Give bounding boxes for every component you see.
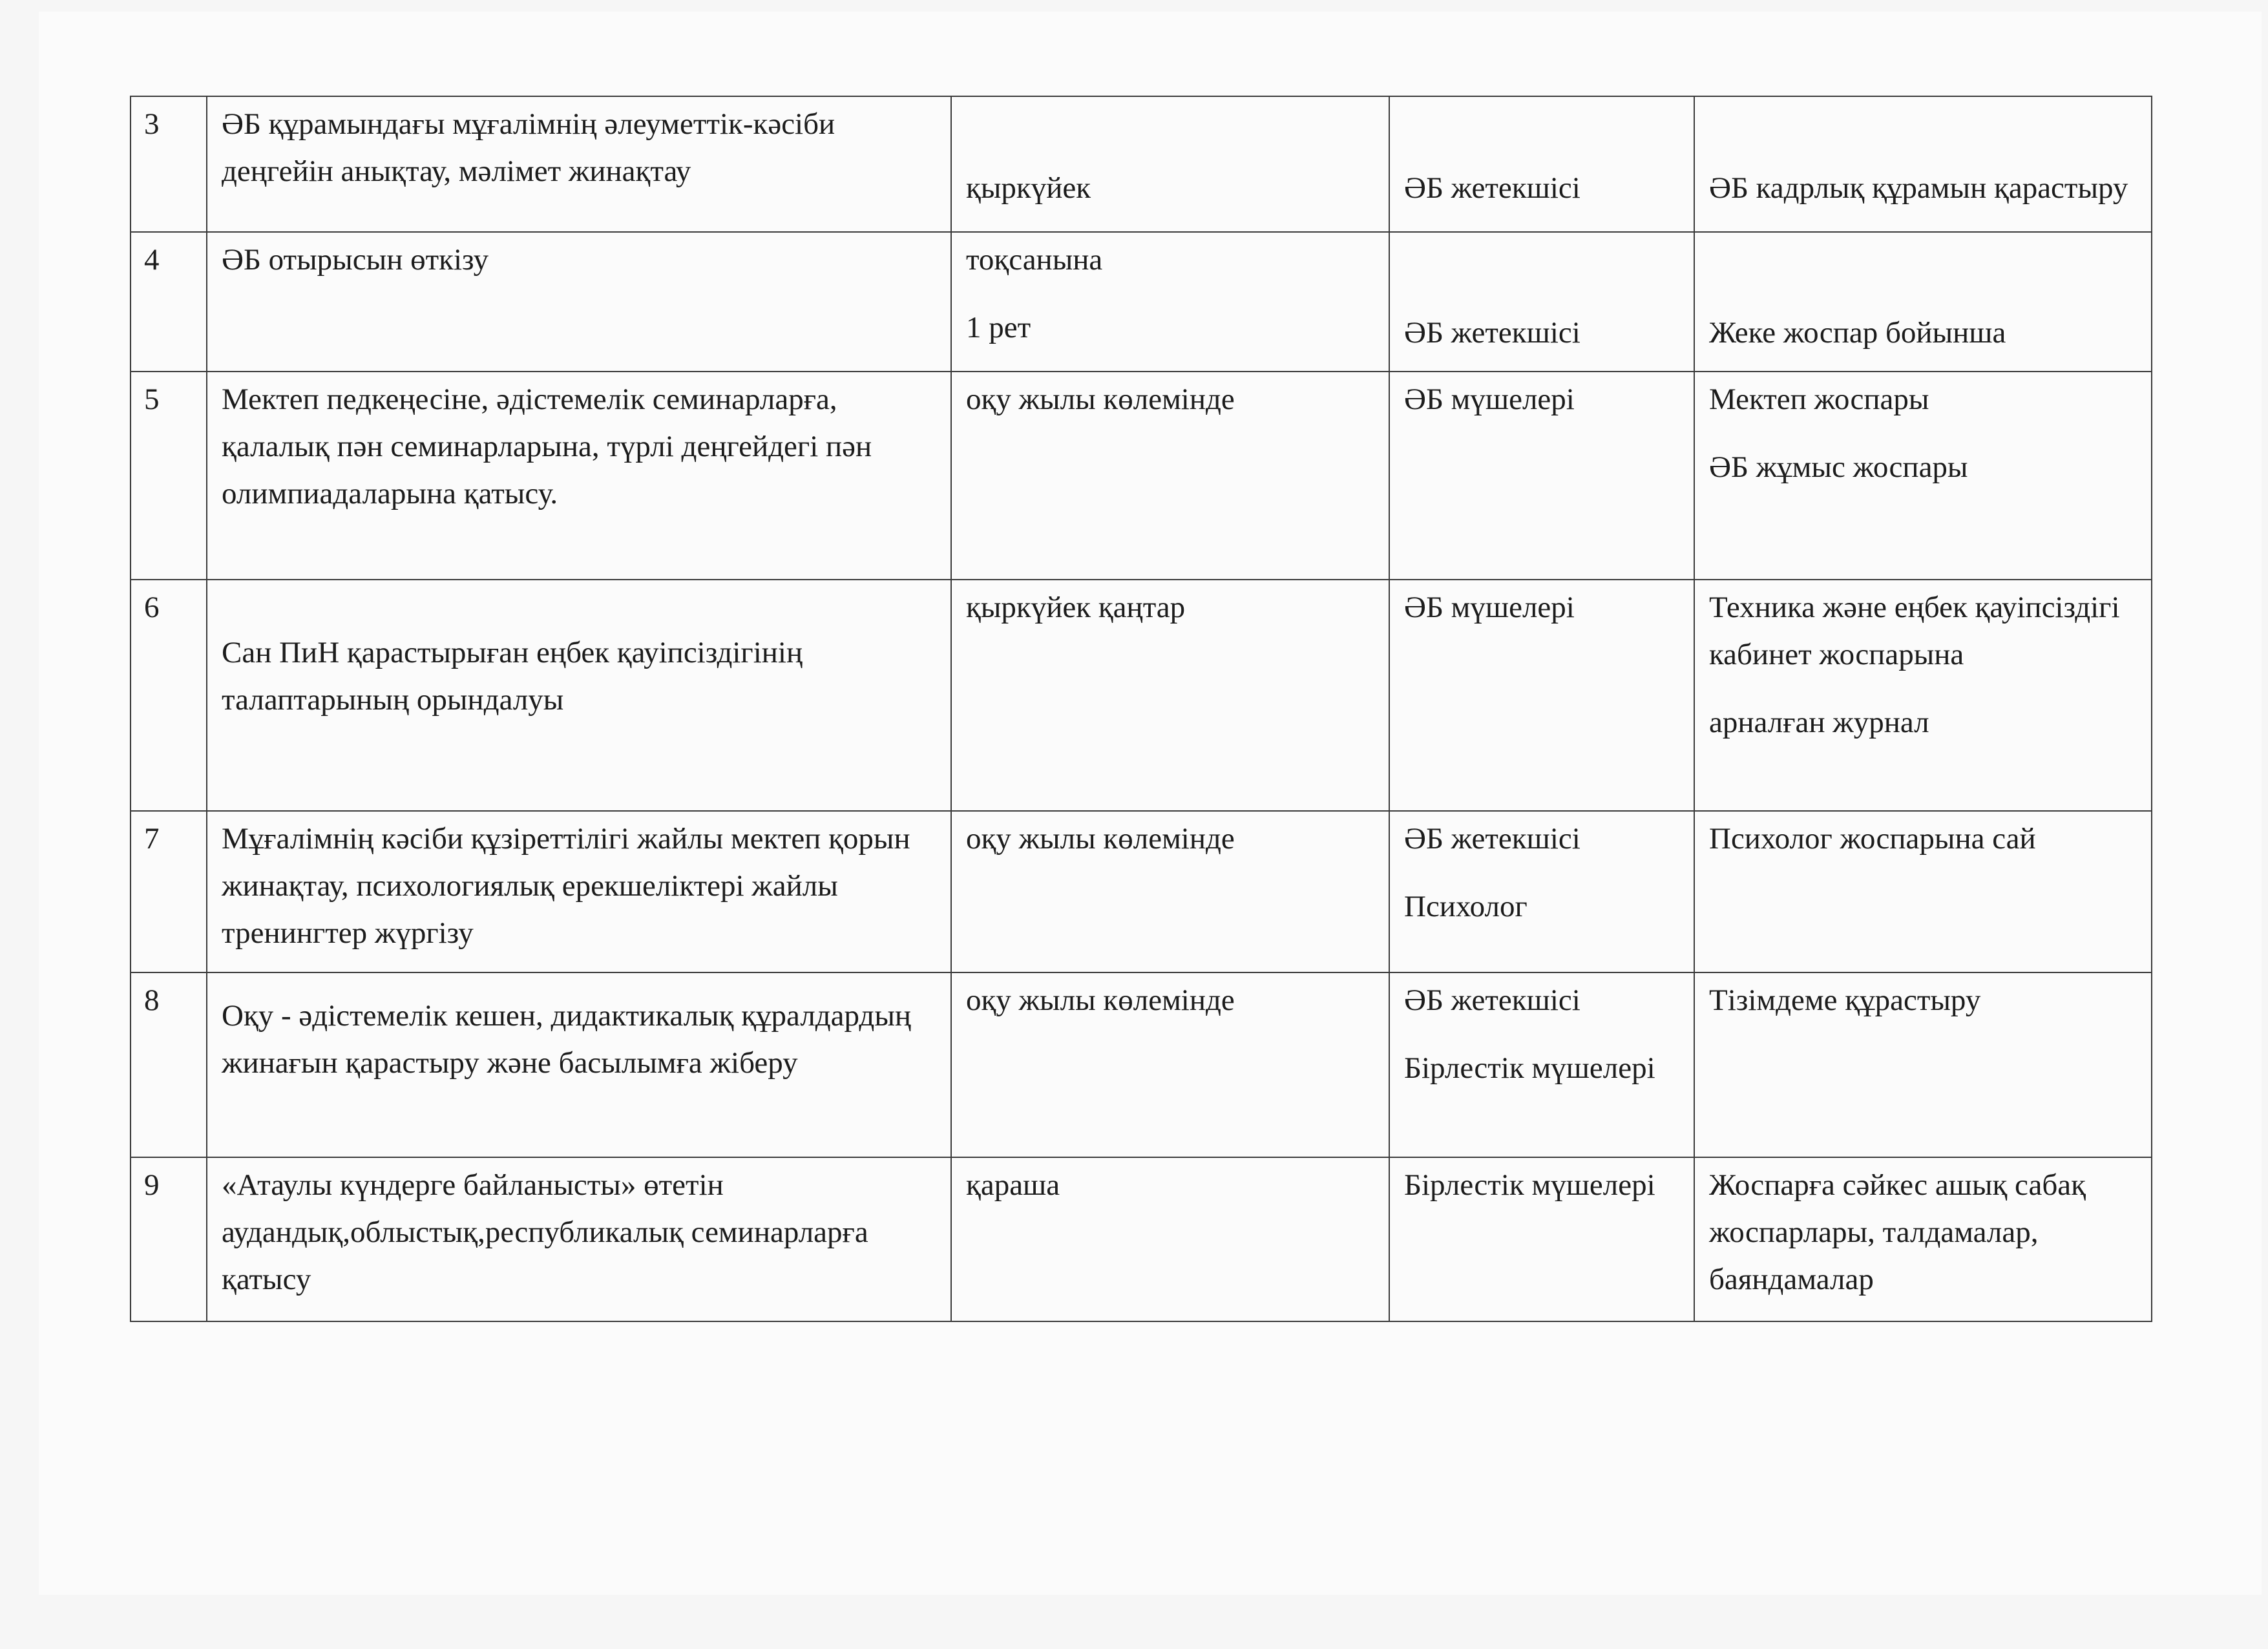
table-row <box>131 232 2152 372</box>
responsible-text: ӘБ мүшелері <box>1404 591 1575 624</box>
row-number: 8 <box>131 972 207 1157</box>
responsible-text: ӘБ жетекшісі <box>1404 171 1580 205</box>
time-cell <box>951 232 1389 372</box>
activity-text: «Атаулы күндерге байланысты» өтетін аудандық,облыстық,республикалық семинарларға қатысу <box>222 1168 868 1296</box>
table-row <box>131 1157 2152 1321</box>
result-cell <box>1694 972 2152 1157</box>
responsible-text: ӘБ жетекшісі <box>1404 316 1580 350</box>
activity-text: Мектеп педкеңесіне, әдістемелік семинарларға, қалалық пән семинарларына, түрлі деңгейдегі пән олимпиадаларына қатысу. <box>222 383 872 510</box>
time-cell <box>951 96 1389 232</box>
time-text: қыркүйек қаңтар <box>966 591 1186 624</box>
time-text: оқу жылы көлемінде <box>966 822 1235 856</box>
table-row <box>131 811 2152 972</box>
line-spacer <box>1709 678 2138 699</box>
activity-cell <box>207 811 951 972</box>
result-text: Техника және еңбек қауіпсіздігі кабинет жоспарына <box>1709 591 2120 671</box>
line-spacer <box>1404 1024 1681 1045</box>
result-text: Психолог жоспарына сай <box>1709 822 2036 856</box>
responsible-text: ӘБ мүшелері <box>1404 383 1575 416</box>
result-text: Тізімдеме құрастыру <box>1709 983 1981 1017</box>
result-text: арналған журнал <box>1709 706 1929 739</box>
activity-text: ӘБ отырысын өткізу <box>222 243 489 277</box>
row-number: 4 <box>131 232 207 372</box>
activity-cell <box>207 580 951 811</box>
responsible-text: Бірлестік мүшелері <box>1404 1051 1655 1085</box>
activity-cell <box>207 232 951 372</box>
line-spacer <box>966 284 1376 304</box>
result-text: ӘБ жұмыс жоспары <box>1709 450 1968 484</box>
table-row <box>131 96 2152 232</box>
activity-text: Сан ПиН қарастырыған еңбек қауіпсіздігінің талаптарының орындалуы <box>222 636 803 717</box>
work-plan-table <box>130 96 2152 1322</box>
line-spacer <box>1709 423 2138 444</box>
result-text: ӘБ кадрлық құрамын қарастыру <box>1709 171 2128 205</box>
time-cell <box>951 580 1389 811</box>
row-number: 3 <box>131 96 207 232</box>
result-cell <box>1694 580 2152 811</box>
row-number: 5 <box>131 372 207 580</box>
responsible-text: Психолог <box>1404 890 1528 923</box>
responsible-cell <box>1389 1157 1694 1321</box>
time-cell <box>951 372 1389 580</box>
responsible-cell <box>1389 972 1694 1157</box>
activity-text: Мұғалімнің кәсіби құзіреттілігі жайлы мектеп қорын жинақтау, психологиялық ерекшеліктері жайлы тренингтер жүргізу <box>222 822 910 950</box>
result-cell <box>1694 1157 2152 1321</box>
time-cell <box>951 1157 1389 1321</box>
time-text: оқу жылы көлемінде <box>966 983 1235 1017</box>
row-number: 7 <box>131 811 207 972</box>
row-number: 9 <box>131 1157 207 1321</box>
responsible-cell <box>1389 811 1694 972</box>
line-spacer <box>1404 863 1681 883</box>
time-cell <box>951 811 1389 972</box>
time-text: қараша <box>966 1168 1060 1202</box>
responsible-cell <box>1389 96 1694 232</box>
activity-text: Оқу - әдістемелік кешен, дидактикалық құралдардың жинағын қарастыру және басылымға жіберу <box>222 999 912 1080</box>
activity-cell <box>207 372 951 580</box>
result-text: Жоспарға сәйкес ашық сабақ жоспарлары, талдамалар, баяндамалар <box>1709 1168 2086 1296</box>
result-text: Мектеп жоспары <box>1709 383 1929 416</box>
table-row <box>131 972 2152 1157</box>
table-row <box>131 580 2152 811</box>
time-text: оқу жылы көлемінде <box>966 383 1235 416</box>
time-cell <box>951 972 1389 1157</box>
result-cell <box>1694 96 2152 232</box>
result-text: Жеке жоспар бойынша <box>1709 316 2006 350</box>
result-cell <box>1694 232 2152 372</box>
result-cell <box>1694 372 2152 580</box>
table-row <box>131 372 2152 580</box>
activity-cell <box>207 96 951 232</box>
responsible-text: ӘБ жетекшісі <box>1404 822 1580 856</box>
time-text: 1 рет <box>966 311 1031 344</box>
result-cell <box>1694 811 2152 972</box>
responsible-cell <box>1389 580 1694 811</box>
time-text: қыркүйек <box>966 171 1091 205</box>
time-text: тоқсанына <box>966 243 1103 277</box>
responsible-cell <box>1389 372 1694 580</box>
row-number: 6 <box>131 580 207 811</box>
responsible-text: ӘБ жетекшісі <box>1404 983 1580 1017</box>
activity-cell <box>207 972 951 1157</box>
activity-text: ӘБ құрамындағы мұғалімнің әлеуметтік-кәсіби деңгейін анықтау, мәлімет жинақтау <box>222 107 835 188</box>
responsible-cell <box>1389 232 1694 372</box>
responsible-text: Бірлестік мүшелері <box>1404 1168 1655 1202</box>
activity-cell <box>207 1157 951 1321</box>
